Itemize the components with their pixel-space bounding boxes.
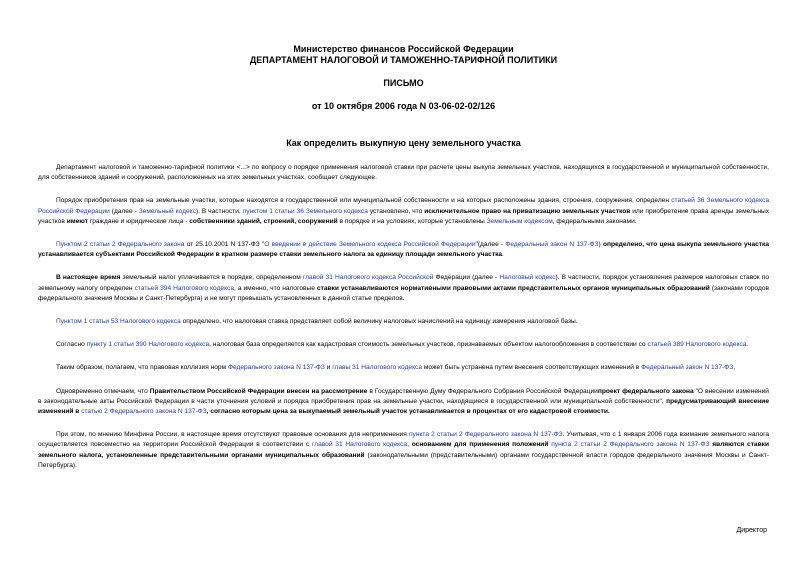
paragraph-8: Одновременно отмечаем, что Правительством Российской Федерации внесен на рассмотрение в Государственную Думу Федерального Собрания Российской Федерациипроект федерального закона "О внесении изменений в законодательные акты Российской Федерации в части уточнения условий и порядка приобретения прав на земельные участки, находящиеся в государственной или муниципальной собственности", предусматривающий внесение изменений в статью 2 Федерального закона N 137-ФЗ, согласно которым цена за выкупаемый земельный участок устанавливается в процентах от его кадастровой стоимости. bbox=[38, 387, 769, 416]
paragraph-9: При этом, по мнению Минфина России, в настоящее время отсутствуют правовые основания для неприменения пункта 2 статьи 2 Федерального закона N 137-ФЗ. Учитывая, что с 1 января 2006 года взимание земельного налога осуществляется повсеместно на территории Российской Федерации в соответствии с главой 31 Налогового кодекса, основанием для применения положений пункта 2 статьи 2 Федерального закона N 137-ФЗ являются ставки земельного налога, установленные представительными органами муниципальных образований (законодательными (представительными) органами государственной власти городов федерального значения Москвы и Санкт-Петербурга). bbox=[38, 431, 770, 469]
paragraph-3: Пунктом 2 статьи 2 Федерального закона от 25.10.2001 N 137-ФЗ "О введении в действие Земельного кодекса Российской Федерации"(далее - Федеральный закон N 137-ФЗ) определено, что цена выкупа земельного участка устанавливается субъектами Российской Федерации в кратном размере ставки земельного налога за единицу площади земельного участка. bbox=[38, 241, 770, 259]
link-fz-137-2[interactable]: Федерального закона N 137-ФЗ bbox=[227, 364, 325, 372]
link-clause-2-article-2-fz[interactable]: Пунктом 2 статьи 2 Федерального закона bbox=[56, 241, 185, 249]
ministry-name: Министерство финансов Российской Федерации bbox=[293, 44, 514, 54]
paragraph-4: В настоящее время земельный налог уплачивается в порядке, определенном главой 31 Налогового кодекса Российской Федерации (далее - Налоговый кодекс). В частности, порядок установления размеров налоговых ставок по земельному налогу определен статьей 394 Налогового кодекса, а именно, что налоговые ставки устанавливаются нормативными правовыми актами представительных органов муниципальных образований (законами городов федерального значения Москвы и Санкт-Петербурга) и не могут превышать установленных в данной статье пределов. bbox=[38, 274, 769, 302]
link-clause-1-article-390[interactable]: пункту 1 статьи 390 Налогового кодекса bbox=[86, 341, 210, 349]
department-name: ДЕПАРТАМЕНТ НАЛОГОВОЙ И ТАМОЖЕННО-ТАРИФНОЙ ПОЛИТИКИ bbox=[249, 55, 558, 65]
paragraph-7: Таким образом, полагаем, что правовая коллизия норм Федерального закона N 137-ФЗ и главы 31 Налогового кодекса может быть устранена путем внесения соответствующих изменений в Федеральный закон N 137-ФЗ. bbox=[56, 364, 736, 372]
paragraph-1: Департамент налоговой и таможенно-тарифной политики <...> по вопросу о порядке применения налоговой ставки при расчете цены выкупа земельных участков, находящихся в государственной и муниципальной собственности, для собственников зданий и сооружений, расположенных на этих земельных участках, сообщает следующее. bbox=[38, 164, 769, 182]
paragraph-5: Пунктом 1 статьи 53 Налогового кодекса определено, что налоговая ставка представляет собой величину налоговых начислений на единицу измерения налоговой базы. bbox=[56, 318, 578, 326]
link-article-389[interactable]: статьей 389 Налогового кодекса bbox=[647, 341, 747, 349]
link-tax-code[interactable]: Налоговый кодекс bbox=[499, 274, 556, 282]
link-fz-137-3[interactable]: Федеральный закон N 137-ФЗ bbox=[641, 364, 734, 372]
link-fz-137[interactable]: Федеральный закон N 137-ФЗ bbox=[505, 241, 599, 249]
link-article-2-fz-137[interactable]: статью 2 Федерального закона N 137-ФЗ bbox=[81, 408, 207, 416]
link-land-code-2[interactable]: Земельным кодексом bbox=[486, 217, 553, 225]
link-article-36-land-code[interactable]: статьей 36 Земельного кодекса Российской Федерации bbox=[38, 197, 769, 215]
link-clause-1-article-36[interactable]: пунктом 1 статьи 36 Земельного кодекса bbox=[242, 207, 368, 215]
link-land-code[interactable]: Земельный кодекс bbox=[138, 207, 196, 215]
link-clause-1-article-53[interactable]: Пунктом 1 статьи 53 Налогового кодекса bbox=[56, 318, 181, 326]
letter-header bbox=[38, 44, 769, 112]
link-chapter-31[interactable]: главы 31 Налогового кодекса bbox=[332, 364, 423, 372]
link-chapter-31-2[interactable]: главой 31 Налогового кодекса bbox=[311, 441, 408, 449]
document-type: ПИСЬМО bbox=[383, 78, 424, 88]
link-clause-2-article-2-fz-137-2[interactable]: пункта 2 статьи 2 Федерального закона N 137-ФЗ bbox=[551, 441, 710, 449]
link-article-394[interactable]: статьей 394 Налогового кодекса bbox=[134, 284, 235, 292]
paragraph-2: Порядок приобретения прав на земельные участки, которые находятся в государственной или муниципальной собственности и на которых расположены здания, строения, сооружения, определен статьей 36 Земельного кодекса Российской Федерации (далее - Земельный кодекс). В частности, пунктом 1 статьи 36 Земельного кодекса установлено, что исключительное право на приватизацию земельных участков или приобретение права аренды земельных участков имеют граждане и юридические лица - собственники зданий, строений, сооружений в порядке и на условиях, которые установлены Земельным кодексом, федеральными законами. bbox=[38, 197, 770, 225]
link-fz-title[interactable]: О введении в действие Земельного кодекса Российской Федерации bbox=[264, 241, 476, 249]
link-chapter-31-tax-code[interactable]: главой 31 Налогового кодекса Российской bbox=[302, 274, 434, 282]
document-title: Как определить выкупную цену земельного участка bbox=[286, 138, 521, 148]
signature-position: Директор bbox=[736, 527, 767, 534]
paragraph-6: Согласно пункту 1 статьи 390 Налогового кодекса, налоговая база определяется как кадастровая стоимость земельных участков, признаваемых объектом налогообложения в соответствии со статьей 389 Налогового кодекса. bbox=[56, 341, 749, 349]
document-date-number: от 10 октября 2006 года N 03-06-02-02/126 bbox=[311, 101, 496, 111]
link-clause-2-article-2-fz-137[interactable]: пункта 2 статьи 2 Федерального закона N 137-ФЗ bbox=[408, 431, 563, 439]
